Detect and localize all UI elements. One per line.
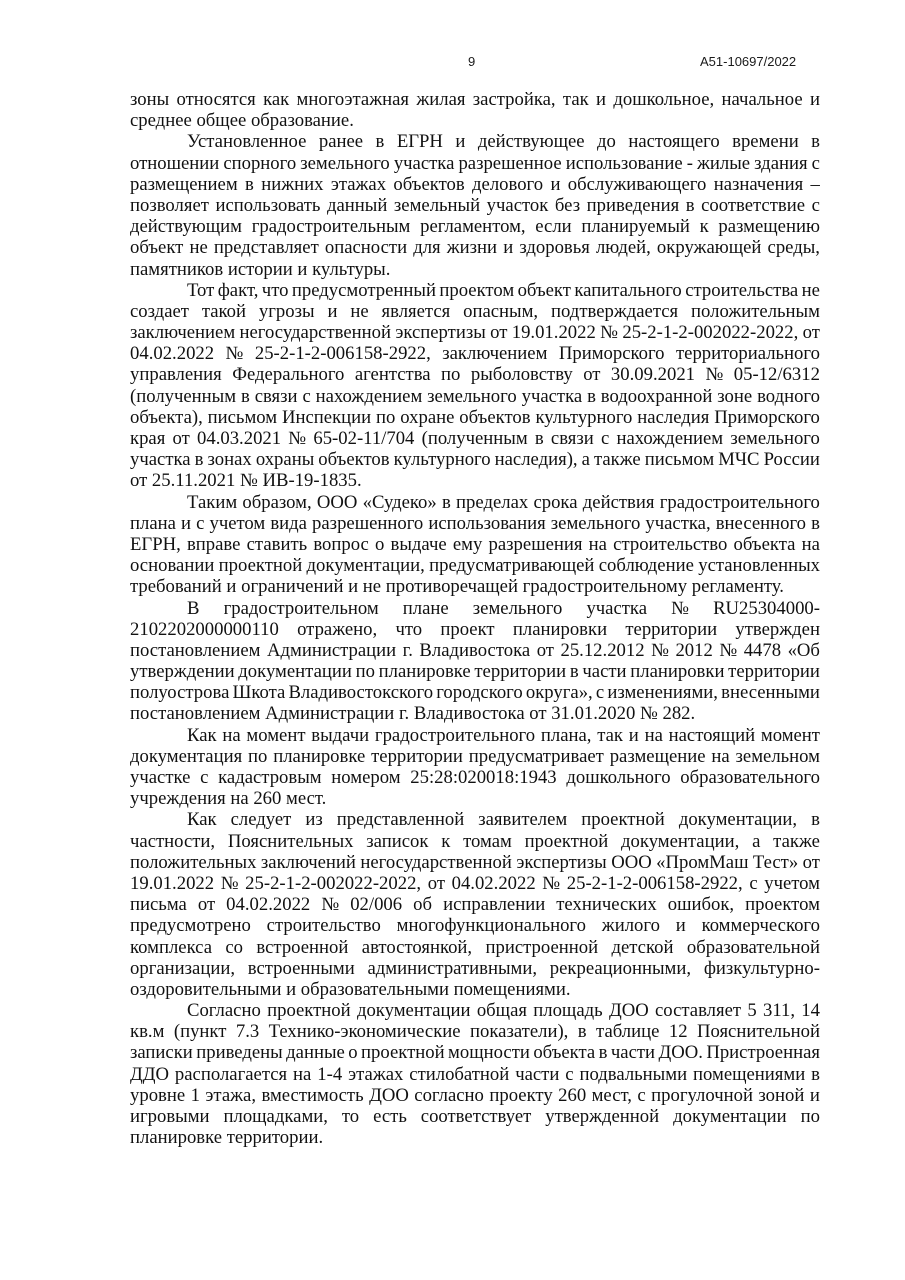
text-line: уровне 1 этажа, вместимость ДОО согласно проекту 260 мест, с прогулочной зоной и: [130, 1084, 820, 1106]
text-line: кв.м (пункт 7.3 Технико-экономические показатели), в таблице 12 Пояснительной: [130, 1021, 820, 1043]
text-line: ЕГРН, вправе ставить вопрос о выдаче ему разрешения на строительство объекта на: [130, 533, 820, 555]
text-line: игровыми площадками, то есть соответствует утвержденной документации по: [130, 1106, 820, 1127]
text-line: Согласно проектной документации общая площадь ДОО составляет 5 311, 14: [187, 1000, 820, 1022]
page-number: 9: [468, 54, 476, 69]
text-line: основании проектной документации, предусматривающей соблюдение установленных: [130, 555, 820, 577]
text-line: положительных заключений негосударственной экспертизы ООО «ПромМаш Тест» от: [130, 851, 820, 873]
paragraph: [130, 280, 820, 492]
text-line: 2102202000000110 отражено, что проект планировки территории утвержден: [130, 618, 820, 640]
paragraph: [130, 131, 820, 279]
text-line: Как следует из представленной заявителем проектной документации, в: [187, 809, 820, 831]
paragraph: [130, 598, 820, 725]
text-line: частности, Пояснительных записок к томам проектной документации, а также: [130, 830, 820, 852]
paragraph: [130, 809, 820, 1000]
text-line: края от 04.03.2021 № 65-02-11/704 (полученным в связи с нахождением земельного: [130, 428, 820, 449]
text-line: постановлением Администрации г. Владивостока от 31.01.2020 № 282.: [130, 703, 696, 725]
text-line: Как на момент выдачи градостроительного плана, так и на настоящий момент: [187, 724, 820, 746]
text-line: организации, встроенными административными, рекреационными, физкультурно-: [130, 957, 820, 979]
text-line: управления Федерального агентства по рыболовству от 30.09.2021 № 05-12/6312: [130, 364, 820, 386]
text-line: Установленное ранее в ЕГРН и действующее до настоящего времени в: [187, 131, 820, 153]
text-line: создает такой угрозы и не является опасным, подтверждается положительным: [130, 300, 820, 322]
text-line: плана и с учетом вида разрешенного использования земельного участка, внесенного в: [130, 512, 820, 534]
case-number: А51-10697/2022: [700, 54, 797, 69]
text-line: от 25.11.2021 № ИВ-19-1835.: [130, 470, 362, 492]
text-line: письма от 04.02.2022 № 02/006 об исправлении технических ошибок, проектом: [130, 894, 820, 916]
text-line: объект не представляет опасности для жизни и здоровья людей, окружающей среды,: [130, 237, 820, 259]
text-line: постановлением Администрации г. Владивостока от 25.12.2012 № 2012 № 4478 «Об: [130, 639, 820, 661]
paragraph: [130, 492, 820, 598]
text-line: (полученным в связи с нахождением земельного участка в водоохранной зоне водного: [130, 385, 820, 407]
text-line: отношении спорного земельного участка разрешенное использование - жилые здания с: [130, 152, 820, 174]
text-line: 19.01.2022 № 25-2-1-2-002022-2022, от 04.02.2022 № 25-2-1-2-006158-2922, с учетом: [130, 872, 820, 894]
text-line: размещением в нижних этажах объектов делового и обслуживающего назначения –: [130, 173, 820, 195]
text-line: требований и ограничений и не противоречащей градостроительному регламенту.: [130, 576, 784, 598]
text-line: комплекса со встроенной автостоянкой, пристроенной детской образовательной: [130, 936, 820, 958]
text-line: 04.02.2022 № 25-2-1-2-006158-2922, заключением Приморского территориального: [130, 343, 820, 365]
text-line: полуострова Шкота Владивостокского городского округа», с изменениями, внесенными: [130, 682, 820, 704]
text-line: среднее общее образование.: [130, 110, 354, 132]
document-body: [130, 89, 820, 1148]
text-line: заключением негосударственной экспертизы от 19.01.2022 № 25-2-1-2-002022-2022, от: [130, 322, 820, 344]
text-line: позволяет использовать данный земельный участок без приведения в соответствие с: [130, 194, 820, 216]
text-line: записки приведены данные о проектной мощности объекта в части ДОО. Пристроенная: [130, 1042, 820, 1064]
text-line: предусмотрено строительство многофункционального жилого и коммерческого: [130, 915, 820, 937]
text-line: утверждении документации по планировке территории в части планировки территории: [130, 661, 820, 683]
text-line: зоны относятся как многоэтажная жилая застройка, так и дошкольное, начальное и: [130, 89, 820, 110]
text-line: участке с кадастровым номером 25:28:020018:1943 дошкольного образовательного: [130, 767, 820, 788]
text-line: действующим градостроительным регламентом, если планируемый к размещению: [130, 216, 820, 238]
text-line: документация по планировке территории предусматривает размещение на земельном: [130, 745, 820, 767]
text-line: оздоровительными и образовательными помещениями.: [130, 978, 571, 1000]
paragraph: [130, 89, 820, 131]
text-line: учреждения на 260 мест.: [130, 788, 327, 810]
text-line: В градостроительном плане земельного участка № RU25304000-: [187, 597, 820, 619]
text-line: Таким образом, ООО «Судеко» в пределах срока действия градостроительного: [187, 491, 820, 513]
paragraph: [130, 725, 820, 810]
text-line: Тот факт, что предусмотренный проектом объект капитального строительства не: [187, 279, 820, 301]
text-line: участка в зонах охраны объектов культурного наследия), а также письмом МЧС России: [130, 449, 820, 471]
text-line: объекта), письмом Инспекции по охране объектов культурного наследия Приморского: [130, 406, 820, 428]
text-line: памятников истории и культуры.: [130, 258, 391, 280]
paragraph: [130, 1000, 820, 1148]
text-line: ДДО располагается на 1-4 этажах стилобатной части с подвальными помещениями в: [130, 1063, 820, 1085]
text-line: планировке территории.: [130, 1127, 324, 1149]
